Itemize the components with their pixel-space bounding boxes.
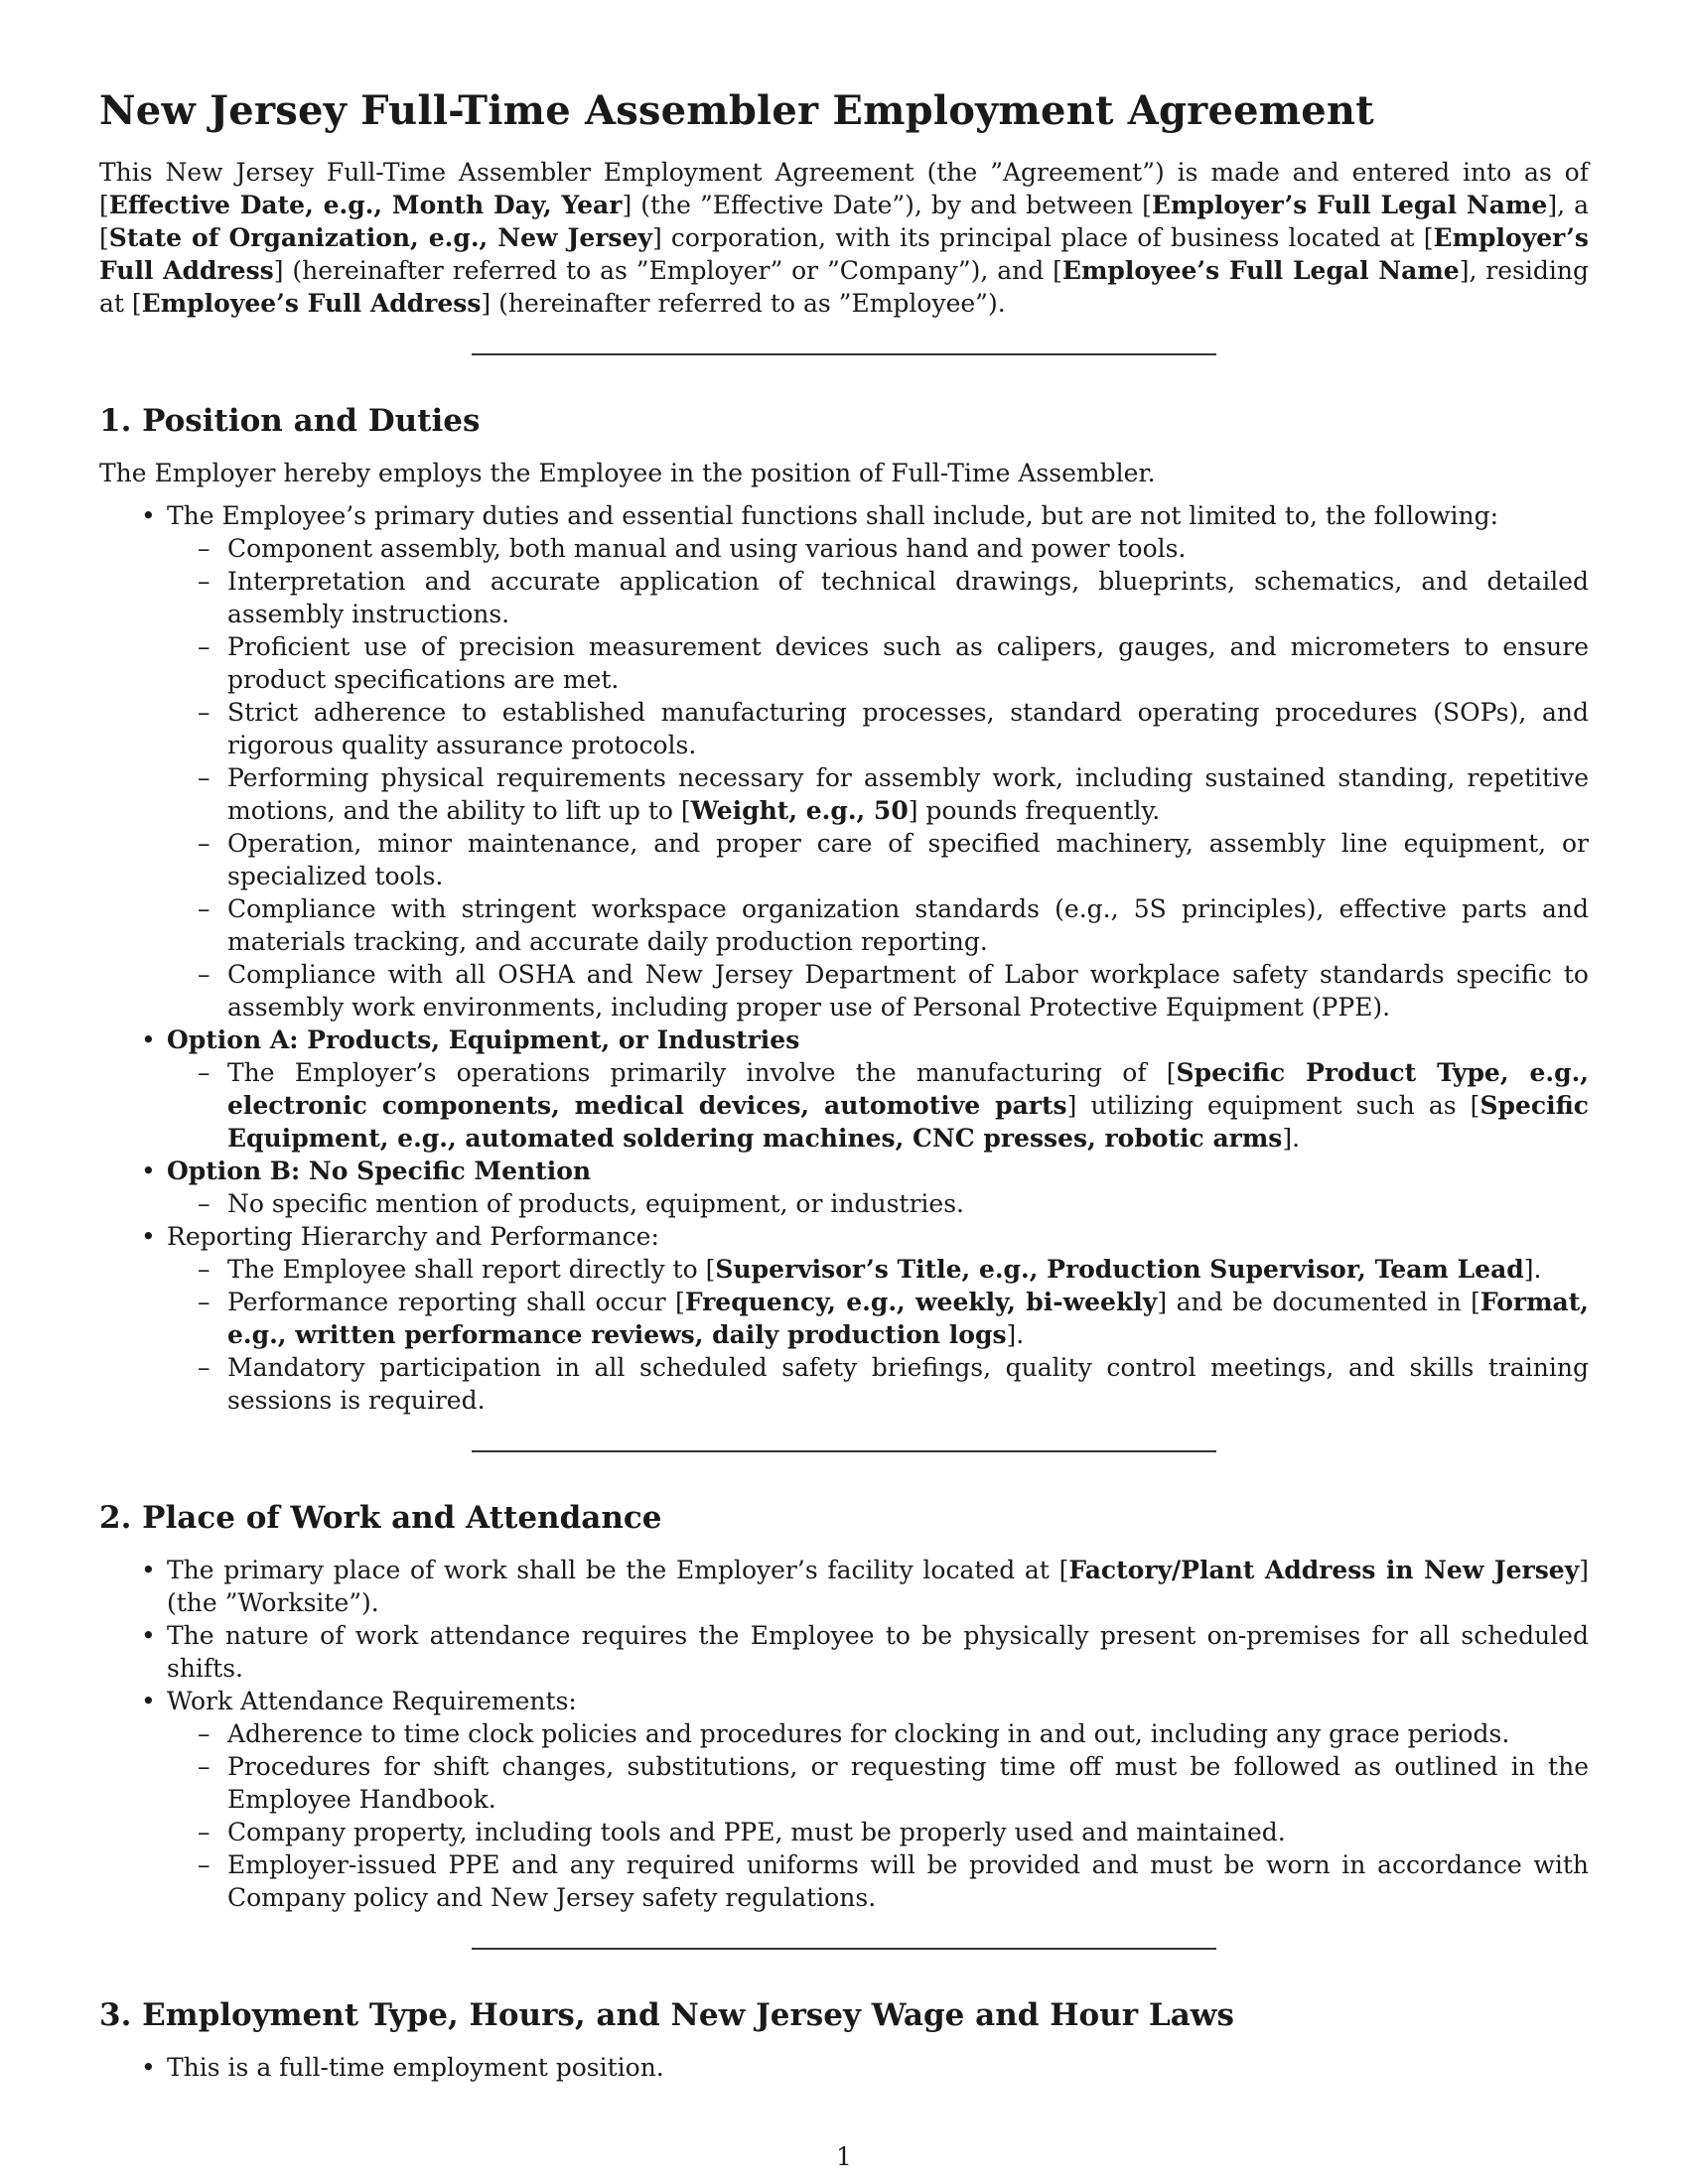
sub-list: [167, 1056, 1589, 1155]
placeholder-field: Format, e.g., written performance reviews, daily production logs: [227, 1288, 1589, 1349]
bullet-item: [167, 1220, 1589, 1417]
bullet-item: [167, 1685, 1589, 1914]
sub-item: [227, 827, 1589, 892]
text-run: The Employer’s operations primarily involve the manufacturing of [: [227, 1058, 1177, 1087]
intro-paragraph: [99, 156, 1589, 320]
sub-item: [227, 761, 1589, 827]
sub-item: [227, 1253, 1589, 1286]
text-run: ], residing at [: [99, 256, 1589, 318]
text-run: Compliance with all OSHA and New Jersey Department of Labor workplace safety standards specific to assembly work environments, including proper use of Personal Protective Equipment (PPE).: [227, 960, 1589, 1022]
text-run: The primary place of work shall be the Employer’s facility located at [: [167, 1556, 1069, 1584]
section-heading: 3. Employment Type, Hours, and New Jersey Wage and Hour Laws: [99, 1997, 1234, 2033]
text-run: Strict adherence to established manufacturing processes, standard operating procedures (SOPs), and rigorous quality assurance protocols.: [227, 698, 1589, 759]
sub-item: [227, 958, 1589, 1024]
sub-list: [167, 1717, 1589, 1914]
placeholder-field: Employer’s Full Legal Name: [1151, 191, 1548, 219]
placeholder-field: Employee’s Full Address: [141, 289, 482, 318]
text-run: ], a [: [99, 191, 1589, 252]
section-heading: 1. Position and Duties: [99, 403, 481, 439]
text-run: Performance reporting shall occur [: [227, 1288, 685, 1316]
text-run: Proficient use of precision measurement devices such as calipers, gauges, and micrometers to ensure product specifications are met.: [227, 632, 1589, 694]
placeholder-field: Option A: Products, Equipment, or Industries: [167, 1025, 800, 1054]
sub-list: [167, 1187, 1589, 1220]
placeholder-field: Supervisor’s Title, e.g., Production Supervisor, Team Lead: [715, 1255, 1524, 1284]
text-run: Operation, minor maintenance, and proper care of specified machinery, assembly line equipment, or specialized tools.: [227, 829, 1589, 890]
placeholder-field: Weight, e.g., 50: [690, 796, 909, 825]
sub-list: [167, 1253, 1589, 1417]
bullet-list: [99, 499, 1589, 1417]
sub-item: [227, 1848, 1589, 1914]
text-run: The nature of work attendance requires the Employee to be physically present on-premises for all scheduled shifts.: [167, 1621, 1589, 1683]
section-1: [99, 403, 1589, 1417]
section-divider: [472, 353, 1216, 355]
text-run: ] pounds frequently.: [908, 796, 1161, 825]
section-divider: [472, 1948, 1216, 1950]
placeholder-field: State of Organization, e.g., New Jersey: [108, 223, 652, 252]
text-run: Component assembly, both manual and using various hand and power tools.: [227, 534, 1187, 563]
sub-item: [227, 1816, 1589, 1848]
sub-item: [227, 1187, 1589, 1220]
sub-item: [227, 1750, 1589, 1816]
bullet-item: [167, 1024, 1589, 1155]
placeholder-field: Specific Product Type, e.g., electronic components, medical devices, automotive parts: [227, 1058, 1589, 1120]
sub-item: [227, 1056, 1589, 1155]
placeholder-field: Effective Date, e.g., Month Day, Year: [108, 191, 623, 219]
placeholder-field: Frequency, e.g., weekly, bi-weekly: [684, 1288, 1158, 1316]
text-run: ] (the ”Worksite”).: [167, 1556, 1589, 1617]
sub-item: [227, 696, 1589, 761]
document-title: New Jersey Full-Time Assembler Employment Agreement: [99, 87, 1374, 134]
section-heading: 2. Place of Work and Attendance: [99, 1500, 662, 1536]
section-3: [99, 1997, 1589, 2084]
sub-item: [227, 1351, 1589, 1417]
text-run: This New Jersey Full-Time Assembler Employment Agreement (the ”Agreement”) is made and entered into as of [: [99, 158, 1589, 219]
placeholder-field: Factory/Plant Address in New Jersey: [1068, 1556, 1580, 1584]
text-run: ].: [1282, 1124, 1301, 1153]
text-run: ] utilizing equipment such as [: [1066, 1091, 1480, 1120]
text-run: No specific mention of products, equipment, or industries.: [227, 1189, 964, 1218]
sub-list: [167, 532, 1589, 1024]
text-run: ].: [1006, 1320, 1025, 1349]
text-run: Interpretation and accurate application of technical drawings, blueprints, schematics, and detailed assembly instructions.: [227, 567, 1589, 628]
text-run: ] (hereinafter referred to as ”Employer” or ”Company”), and [: [273, 256, 1062, 285]
text-run: Adherence to time clock policies and procedures for clocking in and out, including any grace periods.: [227, 1719, 1510, 1748]
text-run: Performing physical requirements necessary for assembly work, including sustained standing, repetitive motions, and the ability to lift up to [: [227, 763, 1589, 825]
placeholder-field: Employer’s Full Address: [99, 223, 1589, 285]
sub-item: [227, 1717, 1589, 1750]
text-run: Work Attendance Requirements:: [167, 1687, 577, 1715]
page-number: 1: [836, 2142, 852, 2171]
bullet-item: [167, 499, 1589, 1024]
section-divider: [472, 1450, 1216, 1452]
text-run: Reporting Hierarchy and Performance:: [167, 1222, 659, 1251]
bullet-list: [99, 2051, 1589, 2084]
text-run: Procedures for shift changes, substitutions, or requesting time off must be followed as outlined in the Employee Handbook.: [227, 1752, 1589, 1814]
placeholder-field: Option B: No Specific Mention: [167, 1157, 592, 1185]
section-2: [99, 1500, 1589, 1914]
placeholder-field: Specific Equipment, e.g., automated soldering machines, CNC presses, robotic arms: [227, 1091, 1589, 1153]
sub-item: [227, 565, 1589, 630]
text-run: ].: [1523, 1255, 1542, 1284]
bullet-item: [167, 2051, 1589, 2084]
text-run: Company property, including tools and PPE, must be properly used and maintained.: [227, 1818, 1286, 1846]
text-run: ] (the ”Effective Date”), by and between [: [622, 191, 1152, 219]
text-run: The Employee’s primary duties and essential functions shall include, but are not limited to, the following:: [167, 501, 1499, 530]
text-run: The Employee shall report directly to [: [227, 1255, 716, 1284]
text-run: ] and be documented in [: [1157, 1288, 1480, 1316]
text-run: Employer-issued PPE and any required uniforms will be provided and must be worn in accordance with Company policy and New Jersey safety regulations.: [227, 1850, 1589, 1912]
sub-item: [227, 892, 1589, 958]
bullet-item: [167, 1155, 1589, 1220]
text-run: Compliance with stringent workspace organization standards (e.g., 5S principles), effective parts and materials tracking, and accurate daily production reporting.: [227, 894, 1589, 956]
sub-item: [227, 1286, 1589, 1351]
text-run: This is a full-time employment position.: [167, 2053, 664, 2082]
section-lead: The Employer hereby employs the Employee in the position of Full-Time Assembler.: [99, 459, 1156, 487]
bullet-item: [167, 1554, 1589, 1619]
text-run: Mandatory participation in all scheduled safety briefings, quality control meetings, and skills training sessions is required.: [227, 1353, 1589, 1415]
bullet-list: [99, 1554, 1589, 1914]
text-run: ] corporation, with its principal place of business located at [: [651, 223, 1434, 252]
placeholder-field: Employee’s Full Legal Name: [1061, 256, 1460, 285]
sub-item: [227, 630, 1589, 696]
bullet-item: [167, 1619, 1589, 1685]
text-run: ] (hereinafter referred to as ”Employee”).: [481, 289, 1006, 318]
sub-item: [227, 532, 1589, 565]
